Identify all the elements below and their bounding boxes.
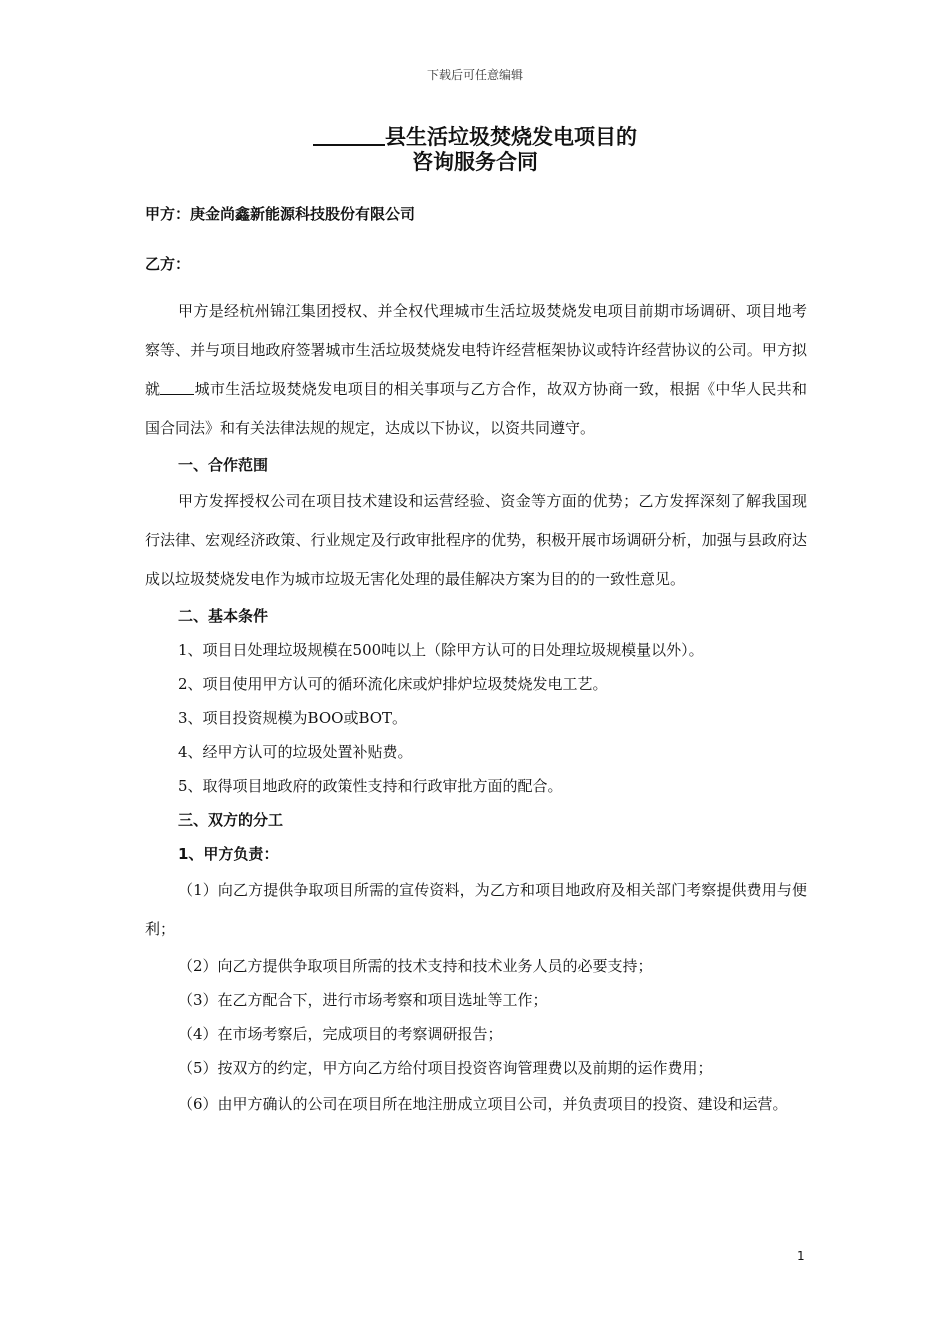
section-3-item-4: （4）在市场考察后，完成项目的考察调研报告；: [178, 1025, 503, 1043]
section-3-heading: 三、双方的分工: [178, 811, 284, 829]
section-2-item-5: 5、取得项目地政府的政策性支持和行政审批方面的配合。: [178, 777, 563, 795]
intro-part-2: 城市生活垃圾焚烧发电项目的相关事项与乙方合作，故双方协商一致，根据《中华人民共和国合同法》和有关法律法规的规定，达成以下协议，以资共同遵守。: [145, 380, 807, 437]
section-3-item-5: （5）按双方的约定，甲方向乙方给付项目投资咨询管理费以及前期的运作费用；: [178, 1059, 713, 1077]
party-a: 甲方：庚金尚鑫新能源科技股份有限公司: [145, 205, 416, 223]
contract-body: [145, 292, 807, 1124]
title-blank-line: [313, 124, 385, 146]
title-line-2: 咨询服务合同: [412, 150, 538, 174]
section-3-item-2: （2）向乙方提供争取项目所需的技术支持和技术业务人员的必要支持；: [178, 957, 653, 975]
section-2-item-2: 2、项目使用甲方认可的循环流化床或炉排炉垃圾焚烧发电工艺。: [178, 675, 608, 693]
party-b: 乙方：: [145, 255, 191, 273]
section-3-item-6: （6）由甲方确认的公司在项目所在地注册成立项目公司，并负责项目的投资、建设和运营。: [178, 1095, 788, 1113]
section-3-item-1: （1）向乙方提供争取项目所需的宣传资料，为乙方和项目地政府及相关部门考察提供费用与便利；: [145, 881, 807, 938]
intro-paragraph: [145, 292, 807, 448]
section-1-heading: 一、合作范围: [178, 456, 269, 474]
section-1-text: 甲方发挥授权公司在项目技术建设和运营经验、资金等方面的优势；乙方发挥深刻了解我国现行法律、宏观经济政策、行业规定及行政审批程序的优势，积极开展市场调研分析，加强与县政府达成以垃圾焚烧发电作为城市垃圾无害化处理的最佳解决方案为目的的一致性意见。: [145, 492, 807, 588]
page-number: 1: [797, 1249, 805, 1263]
title-line-1-text: 县生活垃圾焚烧发电项目的: [385, 125, 637, 149]
intro-part-1: 甲方是经杭州锦江集团授权、并全权代理城市生活垃圾焚烧发电项目前期市场调研、项目地考察等、并与项目地政府签署城市生活垃圾焚烧发电特许经营框架协议或特许经营协议的公司。甲方拟就: [145, 302, 807, 398]
section-2-item-1: 1、项目日处理垃圾规模在500吨以上（除甲方认可的日处理垃圾规模量以外）。: [178, 641, 704, 659]
section-3-subheading: 1、甲方负责：: [178, 845, 279, 863]
document-title: [0, 124, 950, 175]
section-2-heading: 二、基本条件: [178, 607, 269, 625]
section-2-item-4: 4、经甲方认可的垃圾处置补贴费。: [178, 743, 413, 761]
header-note: 下载后可任意编辑: [426, 68, 523, 82]
section-2-item-3: 3、项目投资规模为BOO或BOT。: [178, 709, 408, 727]
section-3-item-3: （3）在乙方配合下，进行市场考察和项目选址等工作；: [178, 991, 548, 1009]
intro-blank-line: [160, 378, 194, 395]
title-line-1: [0, 124, 950, 150]
